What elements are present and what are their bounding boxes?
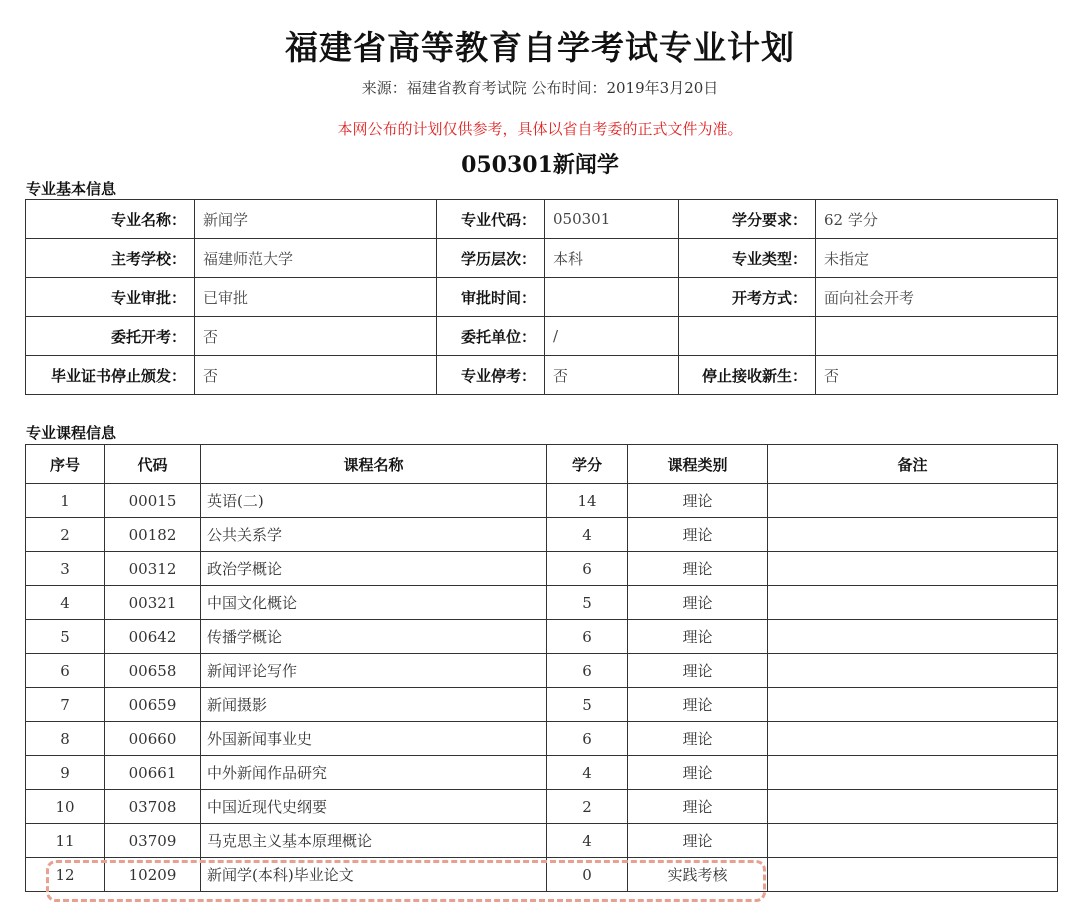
- course-credits: 2: [547, 790, 628, 824]
- course-name: 传播学概论: [201, 620, 547, 654]
- basic-info-table: [25, 199, 1058, 395]
- course-code: 00661: [105, 756, 201, 790]
- basic-info-key: [679, 317, 816, 356]
- column-header: 课程名称: [201, 445, 547, 484]
- course-remark: [768, 824, 1058, 858]
- course-name: 英语(二): [201, 484, 547, 518]
- column-header: 备注: [768, 445, 1058, 484]
- table-row: [26, 688, 1058, 722]
- course-index: 9: [26, 756, 105, 790]
- basic-info-row: [26, 278, 1058, 317]
- course-credits: 4: [547, 756, 628, 790]
- course-remark: [768, 858, 1058, 892]
- table-row: [26, 552, 1058, 586]
- course-name: 政治学概论: [201, 552, 547, 586]
- table-row: [26, 586, 1058, 620]
- course-category: 理论: [628, 790, 768, 824]
- table-row: [26, 620, 1058, 654]
- course-category: 理论: [628, 518, 768, 552]
- column-header: 序号: [26, 445, 105, 484]
- course-category: 理论: [628, 688, 768, 722]
- basic-info-key: 学分要求：: [679, 200, 816, 239]
- course-name: 新闻学(本科)毕业论文: [201, 858, 547, 892]
- table-row: [26, 654, 1058, 688]
- course-name: 新闻摄影: [201, 688, 547, 722]
- basic-info-value: 050301: [545, 200, 679, 239]
- course-remark: [768, 756, 1058, 790]
- course-index: 1: [26, 484, 105, 518]
- basic-info-key: 开考方式：: [679, 278, 816, 317]
- course-remark: [768, 654, 1058, 688]
- course-info-label: 专业课程信息: [26, 424, 117, 442]
- course-code: 03708: [105, 790, 201, 824]
- course-index: 11: [26, 824, 105, 858]
- course-index: 4: [26, 586, 105, 620]
- table-row: [26, 824, 1058, 858]
- basic-info-value: [816, 317, 1058, 356]
- basic-info-label: 专业基本信息: [26, 180, 117, 198]
- course-remark: [768, 484, 1058, 518]
- basic-info-value: 62 学分: [816, 200, 1058, 239]
- major-title: 050301新闻学: [461, 152, 619, 178]
- course-name: 新闻评论写作: [201, 654, 547, 688]
- course-index: 6: [26, 654, 105, 688]
- basic-info-value: 本科: [545, 239, 679, 278]
- course-credits: 4: [547, 518, 628, 552]
- course-category: 理论: [628, 824, 768, 858]
- basic-info-key: 主考学校：: [26, 239, 195, 278]
- column-header: 学分: [547, 445, 628, 484]
- basic-info-value: 福建师范大学: [195, 239, 437, 278]
- course-code: 00642: [105, 620, 201, 654]
- column-header: 代码: [105, 445, 201, 484]
- course-name: 公共关系学: [201, 518, 547, 552]
- course-name: 中外新闻作品研究: [201, 756, 547, 790]
- course-credits: 0: [547, 858, 628, 892]
- course-code: 00660: [105, 722, 201, 756]
- source-line: 来源：福建省教育考试院 公布时间：2019年3月20日: [361, 79, 719, 97]
- basic-info-row: [26, 317, 1058, 356]
- basic-info-key: 停止接收新生：: [679, 356, 816, 395]
- basic-info-key: 专业代码：: [437, 200, 545, 239]
- table-row: [26, 722, 1058, 756]
- course-remark: [768, 620, 1058, 654]
- basic-info-key: 审批时间：: [437, 278, 545, 317]
- basic-info-value: 面向社会开考: [816, 278, 1058, 317]
- course-credits: 5: [547, 586, 628, 620]
- basic-info-key: 专业名称：: [26, 200, 195, 239]
- page-title: 福建省高等教育自学考试专业计划: [285, 28, 795, 67]
- course-code: 00312: [105, 552, 201, 586]
- course-category: 实践考核: [628, 858, 768, 892]
- course-code: 00015: [105, 484, 201, 518]
- course-remark: [768, 722, 1058, 756]
- table-row: [26, 484, 1058, 518]
- course-credits: 14: [547, 484, 628, 518]
- basic-info-value: 否: [195, 356, 437, 395]
- basic-info-key: 专业审批：: [26, 278, 195, 317]
- basic-info-value: [545, 278, 679, 317]
- course-index: 12: [26, 858, 105, 892]
- course-index: 10: [26, 790, 105, 824]
- basic-info-value: 否: [195, 317, 437, 356]
- table-row: [26, 858, 1058, 892]
- course-name: 马克思主义基本原理概论: [201, 824, 547, 858]
- column-header: 课程类别: [628, 445, 768, 484]
- course-code: 03709: [105, 824, 201, 858]
- course-category: 理论: [628, 722, 768, 756]
- basic-info-key: 委托单位：: [437, 317, 545, 356]
- course-remark: [768, 552, 1058, 586]
- notice-text: 本网公布的计划仅供参考，具体以省自考委的正式文件为准。: [337, 120, 743, 138]
- basic-info-row: [26, 200, 1058, 239]
- course-code: 00321: [105, 586, 201, 620]
- course-code: 00659: [105, 688, 201, 722]
- basic-info-value: 已审批: [195, 278, 437, 317]
- table-row: [26, 790, 1058, 824]
- course-category: 理论: [628, 552, 768, 586]
- course-index: 7: [26, 688, 105, 722]
- course-category: 理论: [628, 484, 768, 518]
- course-remark: [768, 790, 1058, 824]
- course-name: 中国近现代史纲要: [201, 790, 547, 824]
- basic-info-key: 专业停考：: [437, 356, 545, 395]
- course-credits: 5: [547, 688, 628, 722]
- course-name: 中国文化概论: [201, 586, 547, 620]
- course-index: 8: [26, 722, 105, 756]
- basic-info-key: 委托开考：: [26, 317, 195, 356]
- course-index: 2: [26, 518, 105, 552]
- course-category: 理论: [628, 654, 768, 688]
- course-credits: 4: [547, 824, 628, 858]
- table-row: [26, 518, 1058, 552]
- course-remark: [768, 688, 1058, 722]
- basic-info-key: 毕业证书停止颁发：: [26, 356, 195, 395]
- basic-info-key: 专业类型：: [679, 239, 816, 278]
- course-table-header: [26, 445, 1058, 484]
- basic-info-row: [26, 239, 1058, 278]
- course-credits: 6: [547, 654, 628, 688]
- basic-info-value: 新闻学: [195, 200, 437, 239]
- course-remark: [768, 518, 1058, 552]
- course-credits: 6: [547, 620, 628, 654]
- course-credits: 6: [547, 552, 628, 586]
- course-category: 理论: [628, 756, 768, 790]
- course-category: 理论: [628, 586, 768, 620]
- course-remark: [768, 586, 1058, 620]
- course-code: 00182: [105, 518, 201, 552]
- course-code: 00658: [105, 654, 201, 688]
- course-name: 外国新闻事业史: [201, 722, 547, 756]
- course-category: 理论: [628, 620, 768, 654]
- course-credits: 6: [547, 722, 628, 756]
- basic-info-value: 未指定: [816, 239, 1058, 278]
- basic-info-value: 否: [816, 356, 1058, 395]
- basic-info-row: [26, 356, 1058, 395]
- basic-info-value: /: [545, 317, 679, 356]
- basic-info-value: 否: [545, 356, 679, 395]
- course-index: 3: [26, 552, 105, 586]
- course-table: [25, 444, 1058, 892]
- basic-info-key: 学历层次：: [437, 239, 545, 278]
- course-code: 10209: [105, 858, 201, 892]
- course-index: 5: [26, 620, 105, 654]
- table-row: [26, 756, 1058, 790]
